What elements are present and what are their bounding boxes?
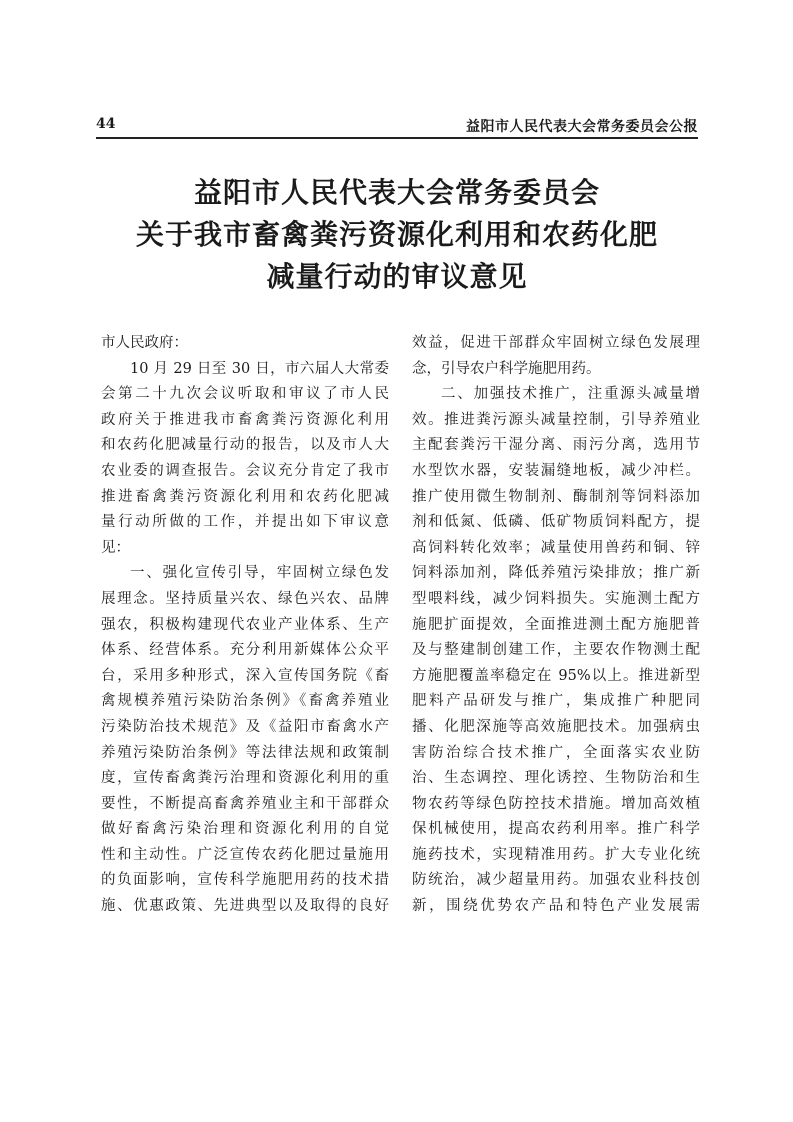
- text-line: 做好畜禽污染治理和资源化利用的自觉: [101, 821, 389, 838]
- right-column: [412, 331, 700, 920]
- text-line: 害防治综合技术推广，全面落实农业防: [412, 744, 700, 761]
- text-line: 台，采用多种形式，深入宣传国务院《畜: [101, 667, 389, 684]
- text-line: 见：: [101, 539, 130, 556]
- text-line: 度，宣传畜禽粪污治理和资源化利用的重: [101, 770, 389, 787]
- text-line: 新，围绕优势农产品和特色产业发展需: [412, 898, 700, 915]
- text-line: 农业委的调查报告。会议充分肯定了我市: [101, 462, 389, 479]
- text-line: 污染防治技术规范》及《益阳市畜禽水产: [101, 718, 389, 735]
- text-line: 养殖污染防治条例》等法律法规和政策制: [101, 744, 389, 761]
- text-line: 型喂料线，减少饲料损失。实施测土配方: [412, 590, 700, 607]
- title-line: 关于我市畜禽粪污资源化利用和农药化肥: [135, 218, 658, 251]
- text-line: 方施肥覆盖率稳定在 95%以上。推进新型: [412, 667, 700, 684]
- text-line: 念，引导农户科学施肥用药。: [412, 360, 601, 377]
- text-line: 水型饮水器，安装漏缝地板，减少冲栏。: [412, 462, 700, 479]
- text-line: 性和主动性。广泛宣传农药化肥过量施用: [101, 846, 389, 863]
- text-line: 强农，积极构建现代农业产业体系、生产: [101, 616, 389, 633]
- text-line: 推进畜禽粪污资源化利用和农药化肥减: [101, 488, 389, 505]
- text-line: 体系、经营体系。充分利用新媒体公众平: [101, 642, 389, 659]
- text-line: 效益，促进干部群众牢固树立绿色发展理: [412, 335, 700, 351]
- text-line: 的负面影响，宣传科学施肥用药的技术措: [101, 872, 389, 889]
- title-line: 益阳市人民代表大会常务委员会: [193, 176, 600, 209]
- left-column: [101, 331, 389, 920]
- journal-title: 益阳市人民代表大会常务委员会公报: [466, 119, 698, 135]
- text-line: 施、优惠政策、先进典型以及取得的良好: [101, 898, 389, 915]
- text-line: 量行动所做的工作，并提出如下审议意: [101, 514, 389, 531]
- document-title: [96, 172, 698, 298]
- text-line: 肥料产品研发与推广，集成推广种肥同: [412, 693, 700, 710]
- text-line: 物农药等绿色防控技术措施。增加高效植: [412, 795, 700, 812]
- section-heading-line: 二、加强技术推广，注重源头减量增: [441, 386, 700, 403]
- text-line: 施药技术，实现精准用药。扩大专业化统: [412, 846, 700, 863]
- text-line: 保机械使用，提高农药利用率。推广科学: [412, 821, 700, 838]
- text-line: 治、生态调控、理化诱控、生物防治和生: [412, 770, 700, 787]
- text-line: 效。推进粪污源头减量控制，引导养殖业: [412, 411, 700, 428]
- section-heading-line: 一、强化宣传引导，牢固树立绿色发: [130, 565, 389, 582]
- text-line: 会第二十九次会议听取和审议了市人民: [101, 386, 389, 403]
- text-line: 及与整建制创建工作，主要农作物测土配: [412, 642, 700, 659]
- page-number: 44: [96, 116, 116, 132]
- text-line: 市人民政府：: [101, 335, 188, 351]
- text-line: 政府关于推进我市畜禽粪污资源化利用: [101, 411, 389, 428]
- text-line: 主配套粪污干湿分离、雨污分离，选用节: [412, 437, 700, 454]
- text-line: 展理念。坚持质量兴农、绿色兴农、品牌: [101, 590, 389, 607]
- text-line: 播、化肥深施等高效施肥技术。加强病虫: [412, 718, 700, 735]
- text-line: 施肥扩面提效，全面推进测土配方施肥普: [412, 616, 700, 633]
- text-line: 防统治，减少超量用药。加强农业科技创: [412, 872, 700, 889]
- text-line: 剂和低氮、低磷、低矿物质饲料配方，提: [412, 514, 700, 531]
- running-header: [96, 116, 698, 136]
- text-line: 饲料添加剂，降低养殖污染排放；推广新: [412, 565, 700, 582]
- header-rule: [96, 137, 698, 139]
- text-line: 禽规模养殖污染防治条例》《畜禽养殖业: [101, 693, 389, 710]
- text-line: 和农药化肥减量行动的报告，以及市人大: [101, 437, 389, 454]
- text-line: 要性，不断提高畜禽养殖业主和干部群众: [101, 795, 389, 812]
- text-line: 10 月 29 日至 30 日，市六届人大常委: [130, 360, 389, 377]
- text-line: 高饲料转化效率；减量使用兽药和铜、锌: [412, 539, 700, 556]
- title-line: 减量行动的审议意见: [266, 260, 528, 293]
- text-line: 推广使用微生物制剂、酶制剂等饲料添加: [412, 488, 700, 505]
